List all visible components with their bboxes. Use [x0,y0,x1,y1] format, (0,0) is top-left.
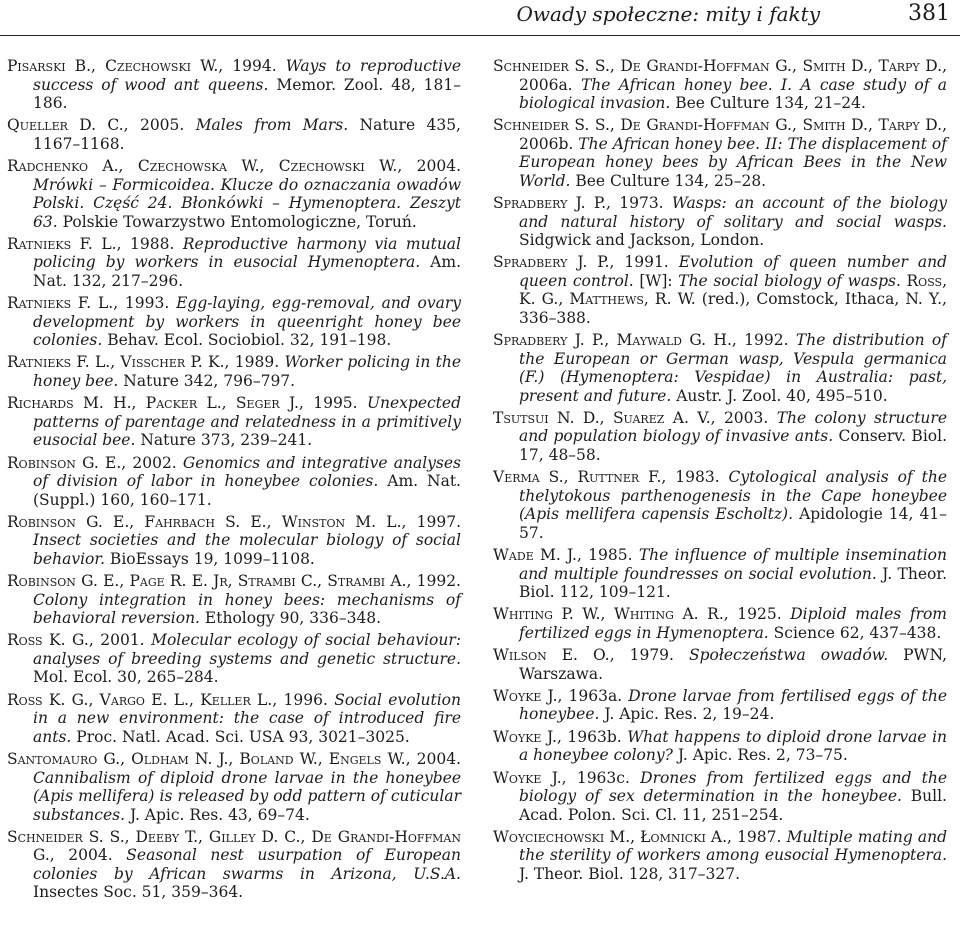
reference-text: [W]: [633,271,679,290]
running-header [0,0,960,36]
reference-text: , 1992. [731,331,796,350]
reference-title: Molecular ecology of social behaviour: analyses of breeding systems and genetic structure. [33,631,462,668]
reference-entry [493,546,947,602]
reference-authors: Spradbery J. P., Maywald G. H. [493,331,732,350]
reference-authors: Robinson G. E. [7,453,122,472]
reference-entry [7,57,461,113]
reference-authors: Ross K. G. [7,631,89,650]
reference-text: Memor. Zool. 48, 181–186. [33,75,462,112]
reference-entry [493,646,947,683]
reference-authors: Queller D. C. [7,116,124,135]
reference-text: Proc. Natl. Acad. Sci. USA 93, 3021–3025. [71,727,410,746]
reference-authors: Santomauro G., Oldham N. J., Boland W., Engels W. [7,750,406,769]
reference-authors: Ratnieks F. L., Visscher P. K. [7,353,225,372]
reference-text: Ethology 90, 336–348. [199,609,382,628]
reference-text: , 2004. [405,750,461,769]
reference-text: , 1996. [272,690,335,709]
reference-title: Unexpected patterns of parentage and relatedness in a primitively eusocial bee. [33,394,461,450]
reference-authors: Verma S., Ruttner F. [493,468,662,487]
reference-title: The social biology of wasps. [678,271,901,290]
reference-authors: Tsutsui N. D., Suarez A. V. [493,408,711,427]
reference-entry [493,253,947,327]
reference-text: , 1991. [609,253,679,272]
reference-text: , 1988. [116,234,183,253]
reference-entry [493,605,947,642]
reference-text: Apidologie 14, 41–57. [519,505,947,542]
reference-title: Social evolution in a new environment: the case of introduced fire ants. [33,690,461,746]
reference-text: , 1925. [723,605,791,624]
reference-entry [493,687,947,724]
reference-entry [7,631,461,687]
reference-authors: Robinson G. E., Page R. E. Jr, Strambi C., Strambi A. [7,572,407,591]
reference-text: J. Apic. Res. 2, 19–24. [599,705,775,724]
reference-text: Bee Culture 134, 21–24. [670,94,866,112]
reference-authors: Ratnieks F. L. [7,294,114,313]
reference-text: , 2005. [123,116,196,135]
reference-text: , 2003. [710,408,777,427]
reference-title: Evolution of queen number and queen control. [519,253,948,290]
reference-entry [493,331,947,405]
page-number: 381 [908,1,950,26]
reference-title: Multiple mating and the sterility of workers among eusocial Hymenoptera. [519,827,948,865]
reference-text: , 1992. [406,572,461,591]
reference-authors: Wade M. J. [493,546,577,565]
reference-text: , 2002. [121,453,183,472]
reference-text: , 1963b. [556,727,628,746]
reference-entry [7,116,461,153]
reference-text: Nature 373, 239–241. [135,431,313,450]
reference-title: Społeczeństwa owadów. [688,646,889,665]
reference-entry [7,235,461,291]
reference-entry [493,468,947,542]
reference-text: Bull. Acad. Polon. Sci. Cl. 11, 251–254. [519,787,947,824]
reference-text: , 1983. [661,468,729,487]
reference-text: , 1963c. [561,768,641,787]
reference-title: Drones from fertilized eggs and the biology of sex determination in the honeybee. [519,768,948,806]
reference-authors: Schneider S. S., De Grandi-Hoffman G., Smith D., Tarpy D. [493,116,943,135]
reference-authors: Wilson E. O. [493,646,610,665]
references-left-column [7,57,461,906]
references-right-column [493,57,947,887]
reference-entry [7,394,461,450]
reference-title: The African honey bee. II: The displacement of European honey bees by African Bees in the New World. [519,134,947,190]
reference-authors: Woyke J. [493,768,562,787]
reference-entry [7,513,461,569]
reference-text: Sidgwick and Jackson, London. [519,231,765,250]
reference-entry [7,572,461,628]
reference-authors: Robinson G. E., Fahrbach S. E., Winston M. L. [7,512,402,531]
reference-entry [7,157,461,231]
reference-text: Nature 342, 796–797. [118,371,296,390]
reference-text: Conserv. Biol. 17, 48–58. [519,427,947,464]
reference-authors: Richards M. H., Packer L., Seger J. [7,394,299,413]
reference-title: What happens to diploid drone larvae in a honeybee colony? [519,727,948,765]
reference-title: Ways to reproductive success of wood ant queens. [33,57,462,94]
reference-text: BioEssays 19, 1099–1108. [105,549,315,568]
header-rule [0,35,960,36]
reference-entry [7,750,461,824]
reference-authors: Woyke J. [493,686,558,705]
reference-authors: Woyke J. [493,727,557,746]
reference-text: Polskie Towarzystwo Entomologiczne, Toruń. [57,212,417,231]
reference-text: , 1985. [576,546,639,565]
reference-text: Mol. Ecol. 30, 265–284. [33,668,219,687]
reference-title: Egg-laying, egg-removal, and ovary development by workers in queenright honey bee colonies. [33,294,462,350]
reference-title: The influence of multiple insemination and multiple foundresses on social evolution. [519,546,947,583]
reference-text: , 1995. [298,394,367,413]
reference-text: , 1993. [113,294,177,313]
reference-text: , 1987. [727,827,787,846]
reference-entry [493,828,947,884]
reference-text: (red.), Comstock, Ithaca, N. Y., 336–388. [519,290,947,327]
reference-authors: Schneider S. S., De Grandi-Hoffman G., Smith D., Tarpy D. [493,57,943,75]
reference-title: Cytological analysis of the thelytokous parthenogenesis in the Cape honeybee (Apis mellifera capensis Escholtz). [519,468,948,524]
reference-text: , 1989. [224,353,285,372]
reference-entry [493,769,947,825]
reference-title: Drone larvae from fertilised eggs of the honeybee. [519,686,948,724]
reference-title: Seasonal nest usurpation of European colonies by African swarms in Arizona, U.S.A. [33,846,462,883]
reference-authors: Ratnieks F. L. [7,234,117,253]
reference-authors: Spradbery J. P. [493,194,607,213]
reference-entry [493,194,947,250]
reference-title: Colony integration in honey bees: mechanisms of behavioral reversion. [33,590,461,628]
reference-authors: Whiting P. W., Whiting A. R. [493,605,724,624]
reference-title: Reproductive harmony via mutual policing by workers in eusocial Hymenoptera. [33,234,462,272]
reference-title: Cannibalism of diploid drone larvae in the honeybee (Apis mellifera) is released by odd pattern of cuticular substances. [33,768,461,824]
reference-authors: Woyciechowski M., Łomnicki A. [493,827,728,846]
reference-text: , 1979. [609,646,689,665]
reference-title: The distribution of the European or German wasp, Vespula germanica (F.) (Hymenoptera: Vespidae) in Australia: past, present and future. [519,331,947,405]
reference-title: Wasps: an account of the biology and natural history of solitary and social wasps. [519,194,947,231]
reference-authors: Spradbery J. P. [493,253,610,272]
reference-authors: Ross, K. G., Matthews, R. W. [519,271,948,309]
reference-text: Am. Nat. 132, 217–296. [33,253,462,290]
reference-entry [7,454,461,510]
reference-title: Genomics and integrative analyses of division of labor in honeybee colonies. [33,453,461,491]
reference-text: , 2004. [49,846,127,865]
reference-text: , 1997. [401,512,461,531]
reference-text: , 2006b. [519,116,947,153]
reference-entry [7,294,461,350]
reference-entry [493,57,947,113]
reference-text: , 1994. [218,57,286,75]
reference-text: J. Apic. Res. 2, 73–75. [672,746,848,765]
reference-text: J. Theor. Biol. 112, 109–121. [519,564,947,602]
reference-title: Worker policing in the honey bee. [33,353,461,390]
reference-text: , 1963a. [557,686,629,705]
reference-authors: Schneider S. S., Deeby T., Gilley D. C., De Grandi-Hoffman G. [7,827,461,865]
reference-entry [7,828,461,902]
reference-title: Males from Mars. [195,116,349,135]
reference-title: Diploid males from fertilized eggs in Hymenoptera. [519,605,948,642]
reference-entry [493,728,947,765]
reference-text: Behav. Ecol. Sociobiol. 32, 191–198. [102,331,392,350]
reference-title: Insect societies and the molecular biology of social behavior. [33,531,461,568]
reference-entry [7,691,461,747]
reference-title: Mrówki – Formicoidea. Klucze do oznaczania owadów Polski. Część 24. Błonkówki – Hymenoptera. Zeszyt 63. [33,175,461,231]
reference-text: PWN, Warszawa. [519,646,947,683]
reference-text: Insectes Soc. 51, 359–364. [33,883,244,902]
reference-text: Science 62, 437–438. [768,623,942,642]
reference-text: , 2001. [88,631,152,650]
reference-text: Nature 435, 1167–1168. [33,116,461,153]
reference-text: , 2004. [397,157,461,176]
reference-text: , 2006a. [519,57,947,94]
reference-authors: Ross K. G., Vargo E. L., Keller L. [7,690,273,709]
reference-entry [493,409,947,465]
reference-entry [7,353,461,390]
reference-text: J. Theor. Biol. 128, 317–327. [519,864,741,883]
reference-authors: Pisarski B., Czechowski W. [7,57,219,75]
reference-title: The African honey bee. I. A case study of a biological invasion. [519,75,948,112]
running-title: Owady społeczne: mity i fakty [516,2,820,26]
reference-authors: Radchenko A., Czechowska W., Czechowski W. [7,157,398,176]
reference-entry [493,116,947,190]
reference-text: , 1973. [606,194,672,213]
reference-text: Am. Nat. (Suppl.) 160, 160–171. [33,472,461,509]
reference-text: Bee Culture 134, 25–28. [570,171,767,190]
reference-text: J. Apic. Res. 43, 69–74. [125,805,310,824]
reference-title: The colony structure and population biology of invasive ants. [519,408,947,446]
reference-text: Austr. J. Zool. 40, 495–510. [671,386,888,405]
